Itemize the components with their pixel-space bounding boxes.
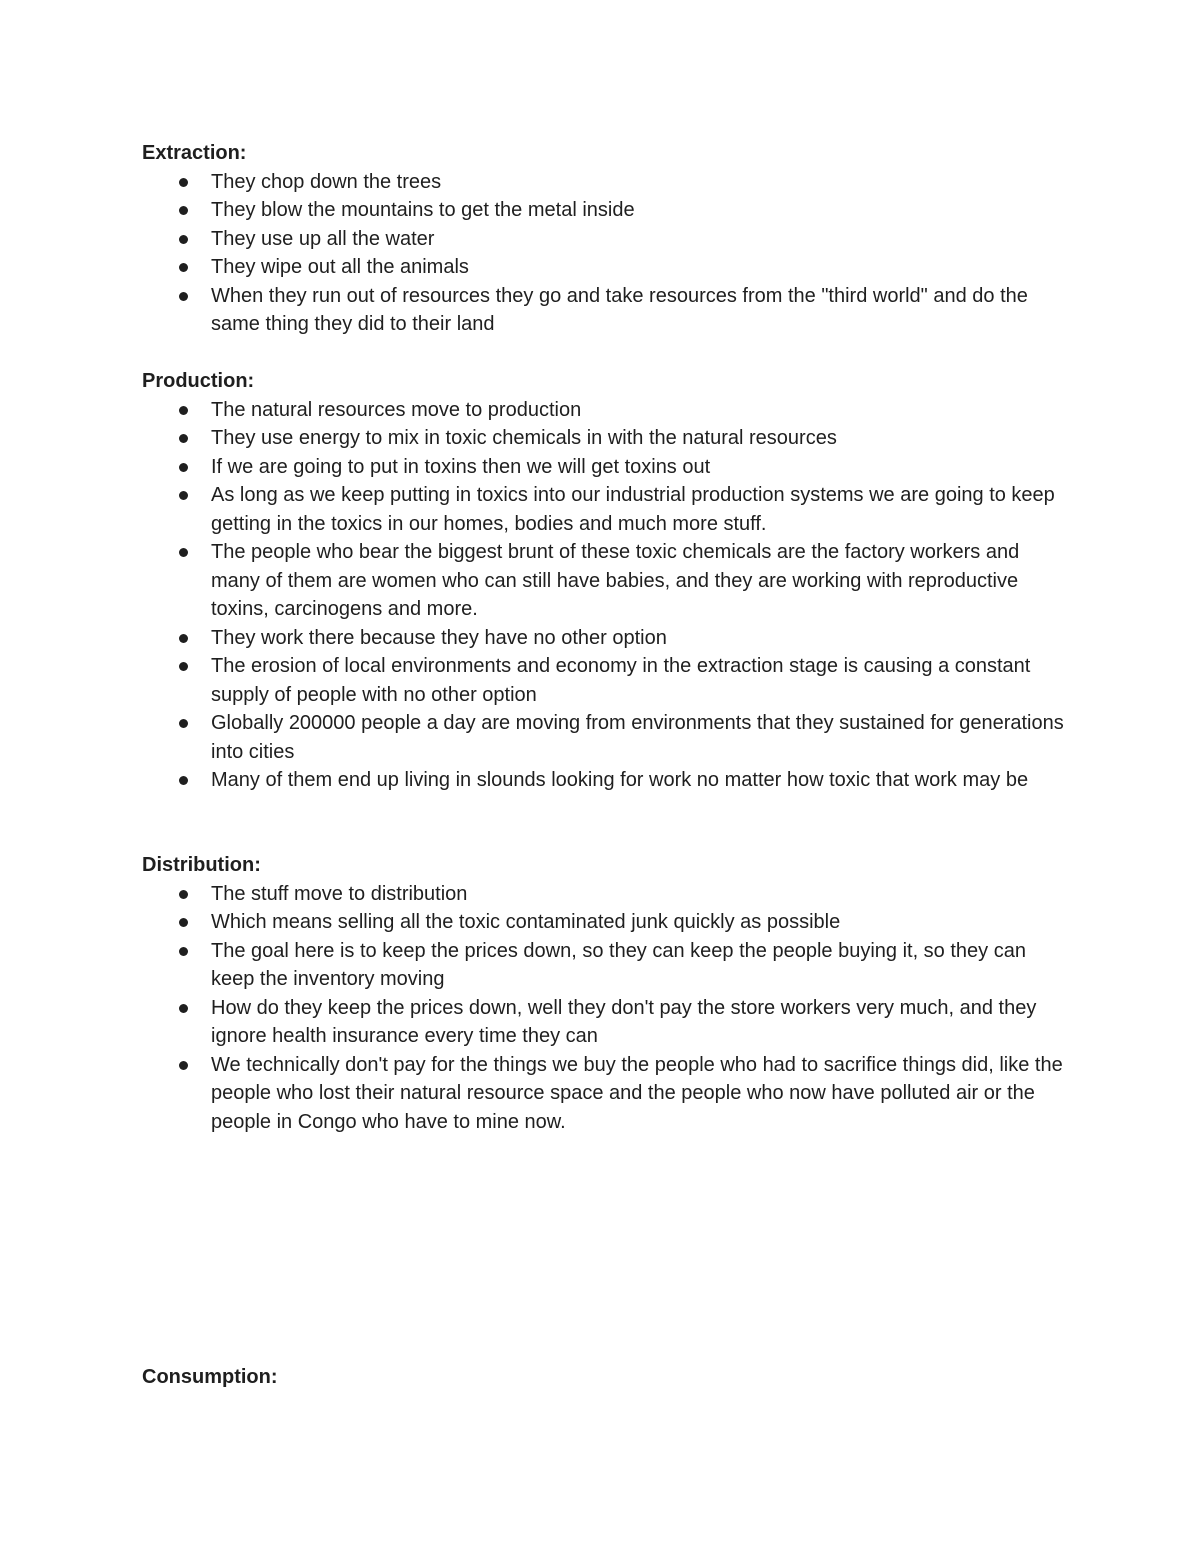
list-item: They blow the mountains to get the metal inside (142, 196, 1072, 225)
list-item: The stuff move to distribution (142, 880, 1072, 909)
list-item: They wipe out all the animals (142, 253, 1072, 282)
bullet-icon (179, 1004, 188, 1013)
consumption-heading: Consumption: (142, 1366, 278, 1388)
list-item: They use energy to mix in toxic chemicals in with the natural resources (142, 424, 1072, 453)
list-item: The people who bear the biggest brunt of these toxic chemicals are the factory workers and many of them are women who can still have babies, and they are working with reproductive toxins, carcinogens and more. (142, 538, 1072, 624)
bullet-icon (179, 463, 188, 472)
bullet-icon (179, 634, 188, 643)
list-item: Globally 200000 people a day are moving from environments that they sustained for generations into cities (142, 709, 1072, 766)
list-item: Many of them end up living in slounds looking for work no matter how toxic that work may be (142, 766, 1072, 795)
bullet-icon (179, 662, 188, 671)
list-item: When they run out of resources they go and take resources from the "third world" and do the same thing they did to their land (142, 282, 1072, 339)
extraction-heading: Extraction: (142, 142, 247, 164)
production-section (142, 367, 1072, 795)
list-item: Which means selling all the toxic contaminated junk quickly as possible (142, 908, 1072, 937)
bullet-icon (179, 263, 188, 272)
bullet-icon (179, 947, 188, 956)
bullet-icon (179, 491, 188, 500)
list-item: As long as we keep putting in toxics into our industrial production systems we are going to keep getting in the toxics in our homes, bodies and much more stuff. (142, 481, 1072, 538)
bullet-icon (179, 235, 188, 244)
bullet-icon (179, 776, 188, 785)
list-item: They chop down the trees (142, 168, 1072, 197)
list-item: They use up all the water (142, 225, 1072, 254)
bullet-icon (179, 406, 188, 415)
bullet-icon (179, 918, 188, 927)
bullet-icon (179, 719, 188, 728)
bullet-icon (179, 178, 188, 187)
production-heading: Production: (142, 370, 255, 392)
bullet-icon (179, 206, 188, 215)
extraction-list (142, 168, 1072, 339)
bullet-icon (179, 434, 188, 443)
distribution-heading: Distribution: (142, 854, 261, 876)
distribution-section (142, 851, 1072, 1136)
production-list (142, 396, 1072, 795)
bullet-icon (179, 548, 188, 557)
list-item: If we are going to put in toxins then we will get toxins out (142, 453, 1072, 482)
list-item: They work there because they have no other option (142, 624, 1072, 653)
list-item: The natural resources move to production (142, 396, 1072, 425)
distribution-list (142, 880, 1072, 1137)
bullet-icon (179, 890, 188, 899)
extraction-section (142, 139, 1072, 339)
bullet-icon (179, 292, 188, 301)
bullet-icon (179, 1061, 188, 1070)
list-item: We technically don't pay for the things we buy the people who had to sacrifice things did, like the people who lost their natural resource space and the people who now have polluted air or the people in Congo who have to mine now. (142, 1051, 1072, 1137)
list-item: The erosion of local environments and economy in the extraction stage is causing a constant supply of people with no other option (142, 652, 1072, 709)
list-item: How do they keep the prices down, well they don't pay the store workers very much, and they ignore health insurance every time they can (142, 994, 1072, 1051)
consumption-section (142, 1363, 1072, 1392)
list-item: The goal here is to keep the prices down, so they can keep the people buying it, so they can keep the inventory moving (142, 937, 1072, 994)
